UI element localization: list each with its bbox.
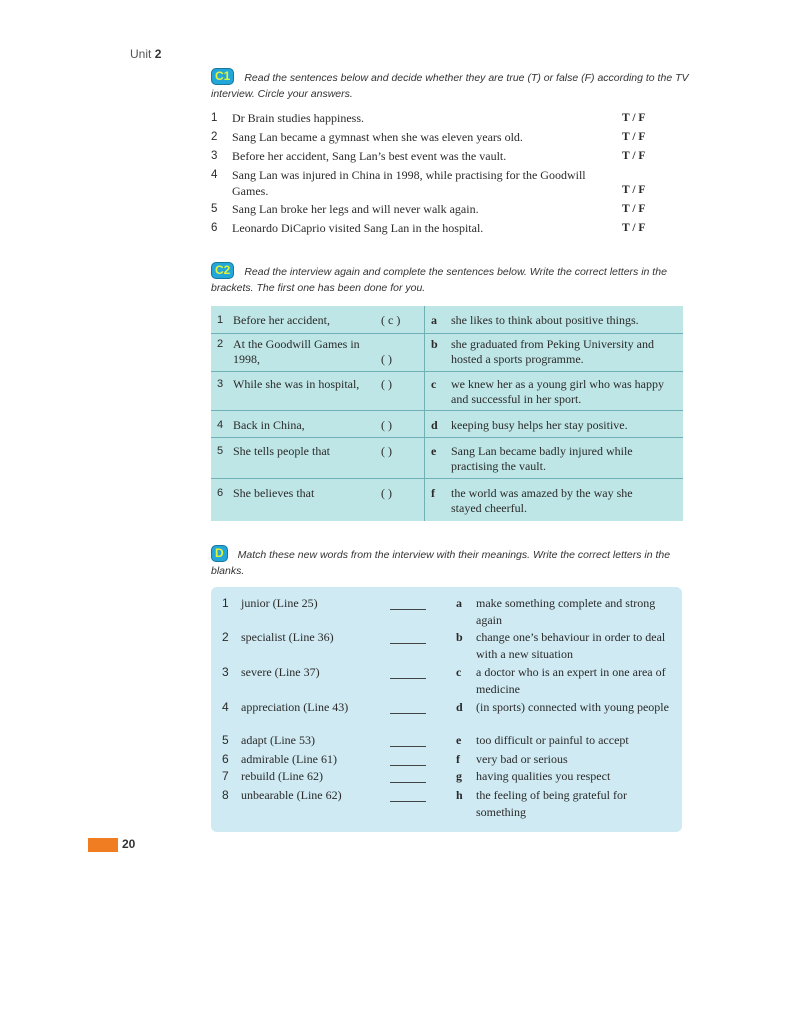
d-word-text: admirable (Line 61) <box>241 752 337 766</box>
c2-answer-bracket[interactable]: ( ) <box>381 352 392 366</box>
d-badge: D <box>211 545 228 562</box>
unit-header <box>130 47 161 61</box>
c1-instruction-text: Read the sentences below and decide whether they are true (T) or false (F) according to the TV interview. Circle your answers. <box>211 72 689 100</box>
c1-instruction <box>211 68 691 102</box>
d-word-number: 3 <box>222 665 229 679</box>
tf-item-text: Sang Lan became a gymnast when she was eleven years old. <box>232 130 523 144</box>
c2-left-number: 6 <box>217 487 224 499</box>
c2-left-number: 1 <box>217 314 224 326</box>
c2-badge: C2 <box>211 262 234 279</box>
unit-number: 2 <box>154 47 162 61</box>
tf-item-text: Sang Lan broke her legs and will never walk again. <box>232 202 479 216</box>
row-divider <box>211 410 683 411</box>
c2-right-text: she graduated from Peking University and hosted a sports programme. <box>451 337 654 366</box>
tf-choice[interactable]: T / F <box>622 222 646 234</box>
c2-answer-bracket[interactable]: ( ) <box>381 444 392 458</box>
d-meaning-text: (in sports) connected with young people <box>476 700 669 714</box>
d-word-number: 2 <box>222 630 229 644</box>
tf-choice[interactable]: T / F <box>622 184 646 196</box>
d-word-number: 4 <box>222 700 229 714</box>
c2-left-number: 5 <box>217 445 224 457</box>
tf-item-number: 2 <box>211 131 218 143</box>
d-meaning-letter: e <box>456 733 462 747</box>
c2-right-letter: b <box>431 337 438 351</box>
c2-right-letter: f <box>431 486 435 500</box>
answer-blank[interactable] <box>390 765 426 766</box>
answer-blank[interactable] <box>390 678 426 679</box>
tf-item-number: 6 <box>211 222 218 234</box>
c2-right-text: she likes to think about positive things. <box>451 313 639 327</box>
tf-choice[interactable]: T / F <box>622 112 646 124</box>
d-word-number: 6 <box>222 752 229 766</box>
answer-blank[interactable] <box>390 801 426 802</box>
c2-right-letter: a <box>431 313 437 327</box>
answer-blank[interactable] <box>390 713 426 714</box>
tf-item-number: 3 <box>211 150 218 162</box>
d-meaning-letter: c <box>456 665 462 679</box>
tf-item-text: Dr Brain studies happiness. <box>232 111 364 125</box>
c2-left-text: At the Goodwill Games in 1998, <box>233 337 360 366</box>
c1-badge: C1 <box>211 68 234 85</box>
page-number: 20 <box>122 837 136 851</box>
d-meaning-text: change one’s behaviour in order to deal with a new situation <box>476 630 666 661</box>
d-word-text: adapt (Line 53) <box>241 733 315 747</box>
tf-choice[interactable]: T / F <box>622 203 646 215</box>
d-meaning-letter: a <box>456 596 462 610</box>
d-word-number: 8 <box>222 788 229 802</box>
c2-answer-bracket[interactable]: ( ) <box>381 418 392 432</box>
c2-right-text: we knew her as a young girl who was happy and successful in her sport. <box>451 377 664 406</box>
d-instruction <box>211 545 691 579</box>
c2-right-letter: d <box>431 418 438 432</box>
d-meaning-letter: d <box>456 700 463 714</box>
d-word-number: 7 <box>222 769 229 783</box>
d-word-number: 1 <box>222 596 229 610</box>
tf-item-number: 4 <box>211 169 218 181</box>
unit-word: Unit <box>130 47 152 61</box>
c2-right-text: keeping busy helps her stay positive. <box>451 418 628 432</box>
tf-item-text: Sang Lan was injured in China in 1998, while practising for the Goodwill Games. <box>232 168 586 198</box>
c2-instruction-text: Read the interview again and complete the sentences below. Write the correct letters in the brackets. The first one has been done for you. <box>211 266 667 294</box>
answer-blank[interactable] <box>390 746 426 747</box>
d-meaning-text: the feeling of being grateful for something <box>476 788 627 819</box>
d-instruction-text: Match these new words from the interview with their meanings. Write the correct letters in the blanks. <box>211 549 671 577</box>
tf-item-text: Before her accident, Sang Lan’s best event was the vault. <box>232 149 507 163</box>
answer-blank[interactable] <box>390 782 426 783</box>
row-divider <box>211 333 683 334</box>
c2-right-letter: c <box>431 377 437 391</box>
tf-item-number: 1 <box>211 112 218 124</box>
tf-choice[interactable]: T / F <box>622 150 646 162</box>
d-meaning-text: a doctor who is an expert in one area of medicine <box>476 665 666 696</box>
tf-choice[interactable]: T / F <box>622 131 646 143</box>
d-meaning-text: make something complete and strong again <box>476 596 656 627</box>
c2-left-number: 3 <box>217 378 224 390</box>
c2-answer-bracket[interactable]: ( c ) <box>381 313 401 327</box>
row-divider <box>211 437 683 438</box>
c2-left-text: Before her accident, <box>233 313 330 327</box>
answer-blank[interactable] <box>390 643 426 644</box>
c2-left-text: She tells people that <box>233 444 330 458</box>
tf-item-text: Leonardo DiCaprio visited Sang Lan in the hospital. <box>232 221 484 235</box>
d-meaning-text: very bad or serious <box>476 752 568 766</box>
c2-left-text: Back in China, <box>233 418 305 432</box>
c2-answer-bracket[interactable]: ( ) <box>381 377 392 391</box>
d-meaning-letter: g <box>456 769 462 783</box>
d-meaning-letter: b <box>456 630 463 644</box>
c2-right-letter: e <box>431 444 437 458</box>
matching-table-c2 <box>211 306 683 521</box>
answer-blank[interactable] <box>390 609 426 610</box>
page-number-bar <box>88 838 118 852</box>
c2-right-text: the world was amazed by the way she stayed cheerful. <box>451 486 633 515</box>
d-word-text: rebuild (Line 62) <box>241 769 323 783</box>
d-meaning-text: too difficult or painful to accept <box>476 733 629 747</box>
d-meaning-letter: h <box>456 788 463 802</box>
d-word-text: appreciation (Line 43) <box>241 700 349 714</box>
column-divider <box>424 306 425 521</box>
d-word-text: junior (Line 25) <box>241 596 318 610</box>
c2-instruction <box>211 262 691 296</box>
tf-item-number: 5 <box>211 203 218 215</box>
matching-table-d <box>211 587 682 832</box>
d-word-number: 5 <box>222 733 229 747</box>
row-divider <box>211 478 683 479</box>
d-meaning-text: having qualities you respect <box>476 769 611 783</box>
row-divider <box>211 371 683 372</box>
d-meaning-letter: f <box>456 752 460 766</box>
c2-left-number: 2 <box>217 338 224 350</box>
d-word-text: specialist (Line 36) <box>241 630 334 644</box>
d-word-text: unbearable (Line 62) <box>241 788 342 802</box>
c2-left-number: 4 <box>217 419 224 431</box>
c2-answer-bracket[interactable]: ( ) <box>381 486 392 500</box>
c2-right-text: Sang Lan became badly injured while practising the vault. <box>451 444 633 473</box>
d-word-text: severe (Line 37) <box>241 665 320 679</box>
c2-left-text: She believes that <box>233 486 315 500</box>
c2-left-text: While she was in hospital, <box>233 377 360 391</box>
